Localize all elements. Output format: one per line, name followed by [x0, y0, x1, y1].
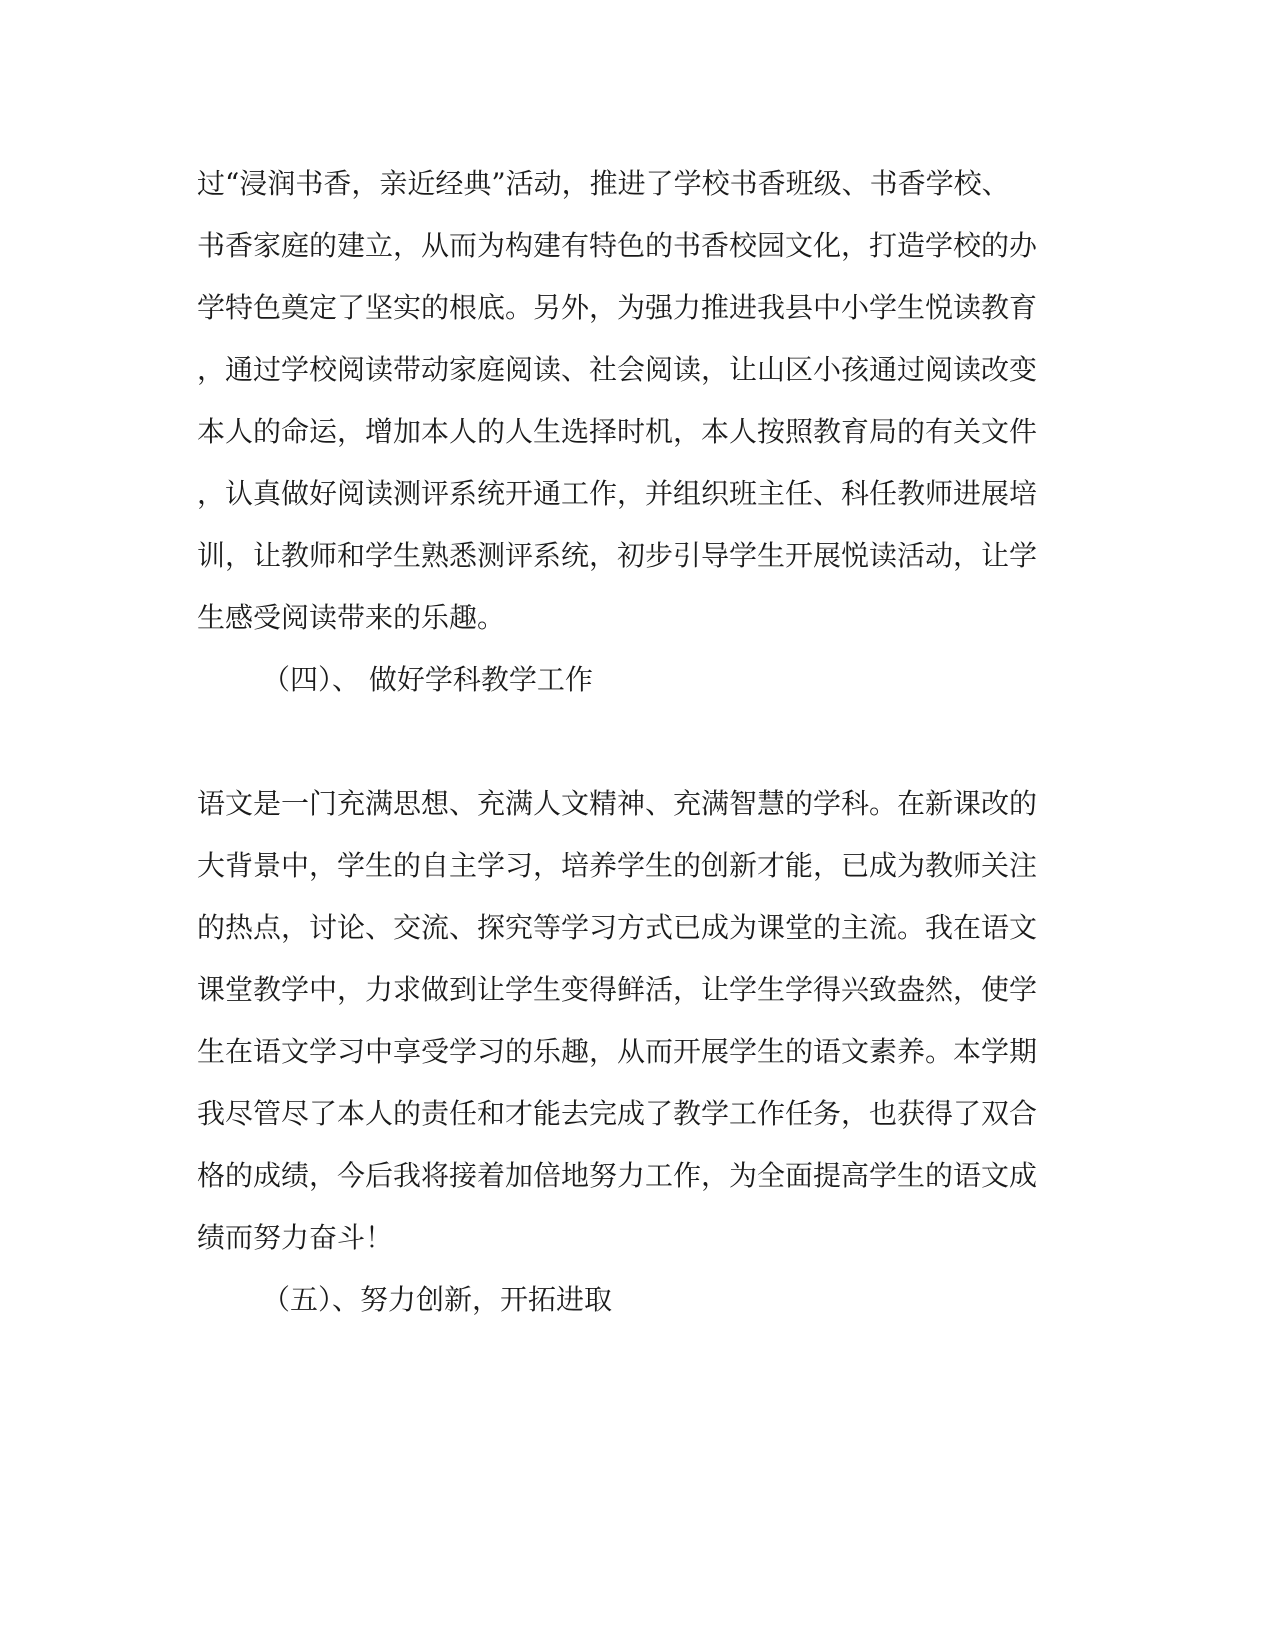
paragraph-2-line-7: 格的成绩，今后我将接着加倍地努力工作，为全面提高学生的语文成 [197, 1159, 1038, 1192]
paragraph-2-line-1: 语文是一门充满思想、充满人文精神、充满智慧的学科。在新课改的 [197, 787, 1038, 820]
paragraph-1-line-8: 生感受阅读带来的乐趣。 [197, 601, 506, 634]
paragraph-2-line-6: 我尽管尽了本人的责任和才能去完成了教学工作任务，也获得了双合 [197, 1097, 1038, 1130]
section-heading-5: （五）、努力创新，开拓进取 [262, 1283, 613, 1316]
paragraph-2-line-8: 绩而努力奋斗！ [197, 1221, 394, 1254]
paragraph-2-line-5: 生在语文学习中享受学习的乐趣，从而开展学生的语文素养。本学期 [197, 1035, 1038, 1068]
paragraph-1-line-5: 本人的命运，增加本人的人生选择时机，本人按照教育局的有关文件 [197, 415, 1038, 448]
paragraph-1-line-1: 过“浸润书香，亲近经典”活动，推进了学校书香班级、书香学校、 [197, 167, 1010, 200]
paragraph-1-line-3: 学特色奠定了坚实的根底。另外，为强力推进我县中小学生悦读教育 [197, 291, 1038, 324]
paragraph-2-line-3: 的热点，讨论、交流、探究等学习方式已成为课堂的主流。我在语文 [197, 911, 1038, 944]
paragraph-2-line-2: 大背景中，学生的自主学习，培养学生的创新才能，已成为教师关注 [197, 849, 1038, 882]
paragraph-1-line-6: ，认真做好阅读测评系统开通工作，并组织班主任、科任教师进展培 [197, 477, 1038, 510]
paragraph-1-line-4: ，通过学校阅读带动家庭阅读、社会阅读，让山区小孩通过阅读改变 [197, 353, 1038, 386]
section-heading-4: （四）、 做好学科教学工作 [262, 663, 593, 696]
paragraph-2-line-4: 课堂教学中，力求做到让学生变得鲜活，让学生学得兴致盎然，使学 [197, 973, 1038, 1006]
paragraph-1-line-7: 训，让教师和学生熟悉测评系统，初步引导学生开展悦读活动，让学 [197, 539, 1038, 572]
paragraph-1-line-2: 书香家庭的建立，从而为构建有特色的书香校园文化，打造学校的办 [197, 229, 1038, 262]
